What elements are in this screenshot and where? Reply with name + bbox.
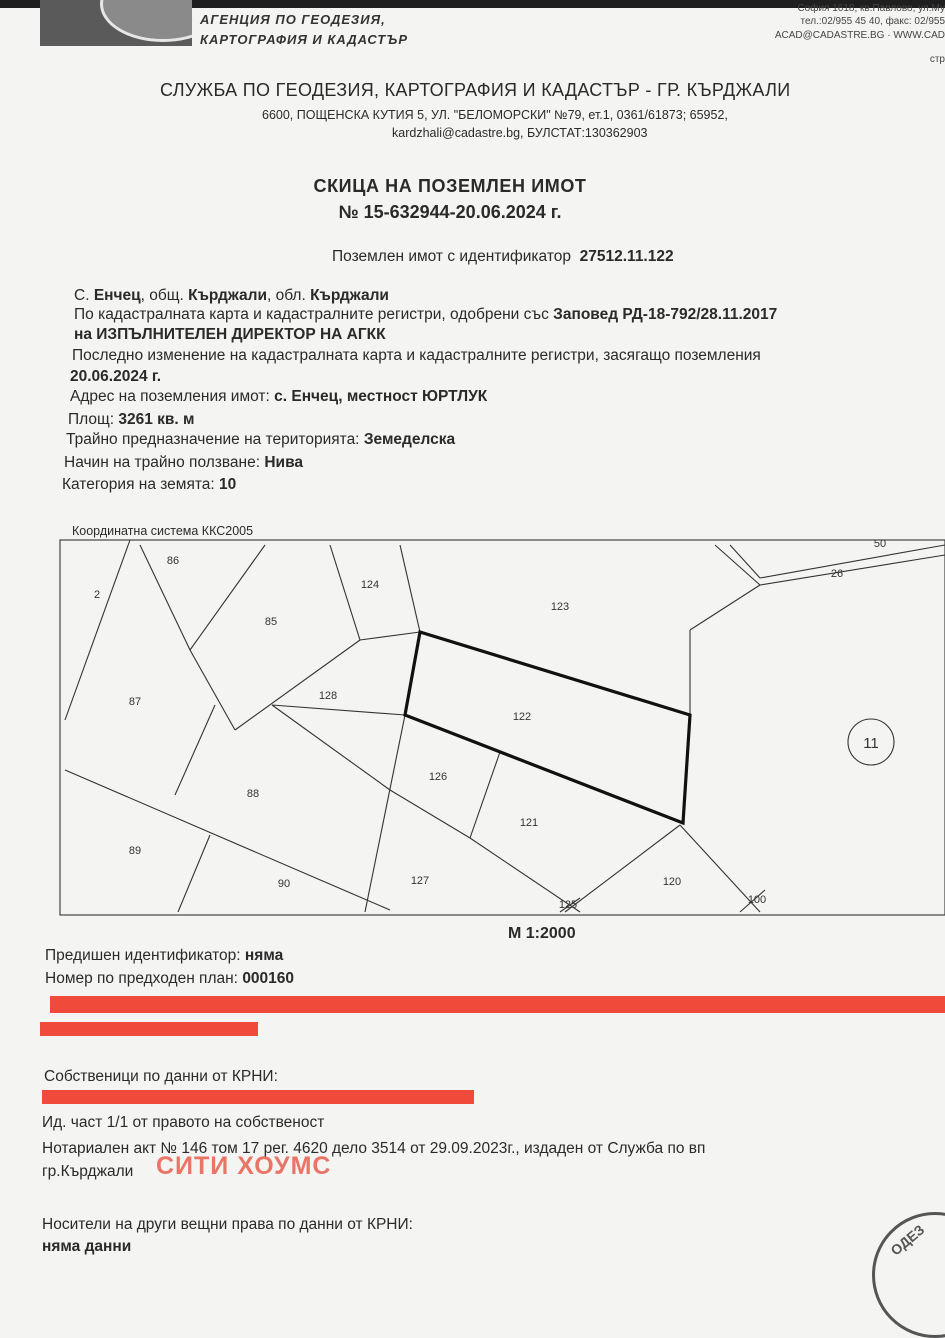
agency-contact-line3: ACAD@CADASTRE.BG · WWW.CAD	[774, 30, 945, 41]
category-label: Категория на земята:	[62, 476, 215, 493]
subject-parcel-outline	[405, 632, 690, 823]
office-email-bulstat: kardzhali@cadastre.bg, БУЛСТАТ:130362903	[392, 126, 648, 140]
parcel-label-127: 127	[410, 875, 430, 887]
last-change-text: Последно изменение на кадастралната карта и кадастралните регистри, засягащо поземления	[72, 347, 761, 364]
redaction-bar	[50, 996, 945, 1013]
purpose-label: Трайно предназначение на територията:	[66, 431, 360, 448]
identifier-value: 27512.11.122	[579, 248, 674, 265]
ownership-share: Ид. част 1/1 от правото на собственост	[42, 1114, 325, 1131]
agency-name-line1: АГЕНЦИЯ ПО ГЕОДЕЗИЯ,	[200, 12, 386, 27]
approval-text: По кадастралната карта и кадастралните регистри, одобрени със	[74, 306, 549, 323]
parcel-label-26: 26	[830, 568, 844, 580]
municipality-prefix: , общ.	[140, 287, 184, 304]
parcel-label-87: 87	[128, 696, 142, 708]
parcel-label-90: 90	[277, 878, 291, 890]
parcel-label-120: 120	[662, 876, 682, 888]
usage-label: Начин на трайно ползване:	[64, 454, 261, 471]
parcel-label-125: 125	[558, 899, 578, 911]
parcel-label-89: 89	[128, 845, 142, 857]
previous-plan-label: Номер по предходен план:	[45, 970, 238, 987]
parcel-label-122: 122	[512, 711, 532, 723]
address-value: с. Енчец, местност ЮРТЛУК	[274, 388, 488, 405]
previous-plan-value: 000160	[242, 970, 295, 987]
office-address: 6600, ПОЩЕНСКА КУТИЯ 5, УЛ. "БЕЛОМОРСКИ" №79, ет.1, 0361/61873; 65952,	[262, 108, 728, 122]
document-number: № 15-632944-20.06.2024 г.	[338, 202, 562, 222]
address-label: Адрес на поземления имот:	[70, 388, 270, 405]
map-frame	[60, 540, 945, 915]
agency-contact-line2: тел.:02/955 45 40, факс: 02/955	[800, 16, 945, 27]
parcel-label-124: 124	[360, 579, 380, 591]
previous-identifier-value: няма	[244, 947, 284, 964]
parcel-label-121: 121	[519, 817, 539, 829]
purpose-value: Земеделска	[363, 431, 456, 448]
area-label: Площ:	[68, 411, 115, 428]
municipality-name: Кърджали	[188, 287, 268, 304]
page-label: стр	[929, 54, 945, 65]
area-value: 3261 кв. м	[118, 411, 195, 428]
map-scale: М 1:2000	[508, 925, 576, 942]
document-title: СКИЦА НА ПОЗЕМЛЕН ИМОТ	[313, 176, 587, 196]
parcel-label-128: 128	[318, 690, 338, 702]
parcel-label-126: 126	[428, 771, 448, 783]
previous-identifier-row	[45, 947, 283, 965]
redaction-bar	[42, 1090, 474, 1104]
redaction-bar	[40, 1022, 258, 1036]
identifier-label: Поземлен имот с идентификатор	[332, 248, 572, 265]
parcel-label-2: 2	[93, 589, 101, 601]
other-rights-label: Носители на други вещни права по данни от КРНИ:	[42, 1216, 413, 1233]
last-change-date: 20.06.2024 г.	[70, 368, 162, 385]
approval-by: на ИЗПЪЛНИТЕЛЕН ДИРЕКТОР НА АГКК	[74, 326, 386, 343]
office-title: СЛУЖБА ПО ГЕОДЕЗИЯ, КАРТОГРАФИЯ И КАДАСТЪР - ГР. КЪРДЖАЛИ	[160, 80, 791, 100]
other-rights-value: няма данни	[42, 1238, 132, 1255]
previous-identifier-label: Предишен идентификатор:	[45, 947, 241, 964]
office-stamp-lettering: ОДЕЗ	[887, 1221, 928, 1259]
deed-city: гр.Кърджали	[42, 1163, 134, 1180]
village-name: Енчец	[93, 287, 141, 304]
parcel-label-123: 123	[550, 601, 570, 613]
parcel-label-86: 86	[166, 555, 180, 567]
parcel-label-11: 11	[863, 735, 879, 752]
parcel-label-100: 100	[747, 894, 767, 906]
region-name: Кърджали	[310, 287, 389, 304]
region-prefix: , обл.	[267, 287, 306, 304]
usage-value: Нива	[264, 454, 304, 471]
owners-label: Собственици по данни от КРНИ:	[44, 1068, 278, 1085]
coordinate-system: Координатна система ККС2005	[72, 524, 254, 538]
approval-order: Заповед РД-18-792/28.11.2017	[553, 306, 778, 323]
location-prefix: С.	[74, 287, 90, 304]
watermark-text: СИТИ ХОУМС	[156, 1152, 332, 1180]
parcel-label-85: 85	[264, 616, 278, 628]
agency-contact-line1: София 1618, кв.Павлово, ул.Му	[797, 3, 945, 14]
parcel-label-88: 88	[246, 788, 260, 800]
agency-name-line2: КАРТОГРАФИЯ И КАДАСТЪР	[200, 32, 408, 47]
notary-deed: Нотариален акт № 146 том 17 рег. 4620 дело 3514 от 29.09.2023г., издаден от Служба по вп	[42, 1140, 706, 1157]
category-value: 10	[219, 476, 237, 493]
parcel-label-50: 50	[873, 538, 887, 550]
previous-plan-row	[45, 970, 294, 988]
